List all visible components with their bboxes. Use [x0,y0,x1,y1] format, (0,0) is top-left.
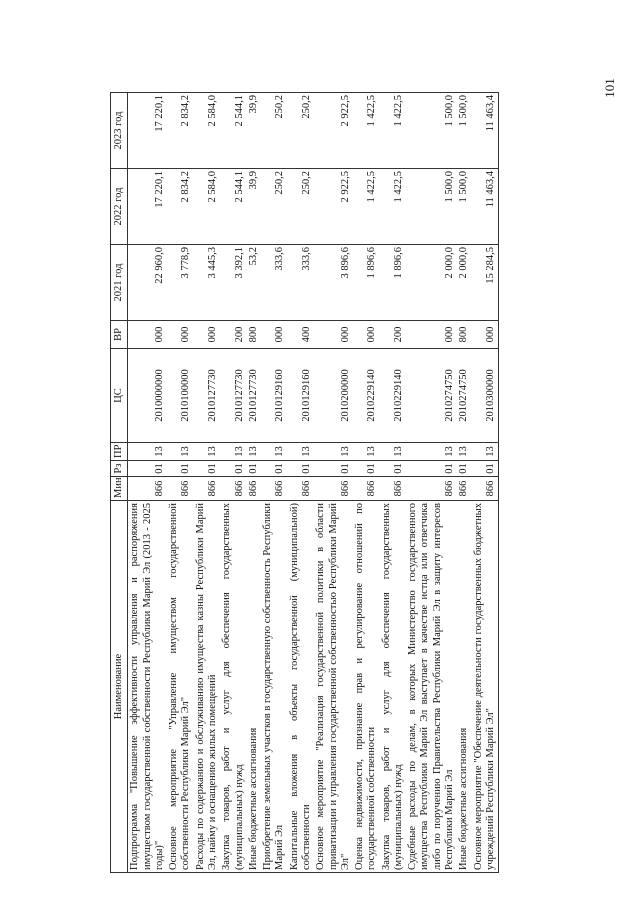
cell-rz: 01 [167,461,194,477]
table-row [380,93,407,873]
cell-pr: 13 [167,443,194,461]
cell-2022: 1 500,0 [406,169,457,245]
cell-2021: 3 896,6 [314,245,353,321]
cell-vr: 000 [406,321,457,349]
cell-name: Подпрограмма "Повышение эффективности управления и распоряжения имуществом государственной собственности Республики Марий Эл (2013 - 2025 годы)" [128,501,167,873]
cell-min: 866 [288,477,315,501]
cell-vr: 000 [194,321,221,349]
header-col-rz: Рз [111,461,128,477]
cell-min: 866 [220,477,247,501]
cell-name: Основное мероприятие "Обеспечение деятельности государственных бюджетных учреждений Республики Марий Эл" [472,501,499,873]
table-row [472,93,499,873]
cell-2022: 1 500,0 [457,169,471,245]
cell-2022: 1 422,5 [380,169,407,245]
cell-cs: 2010127730 [194,349,221,443]
cell-name: Расходы по содержанию и обслуживанию имущества казны Республики Марий Эл, найму и оснащению жилых помещений [194,501,221,873]
cell-min: 866 [472,477,499,501]
cell-rz: 01 [128,461,167,477]
table-header [111,93,128,873]
cell-2023: 2 922,5 [314,93,353,169]
cell-2022: 2 834,2 [167,169,194,245]
budget-table [110,92,499,873]
cell-rz: 01 [220,461,247,477]
cell-pr: 13 [194,443,221,461]
cell-2021: 53,2 [247,245,261,321]
cell-2023: 1 500,0 [406,93,457,169]
cell-cs: 2010229140 [353,349,380,443]
cell-2021: 22 960,0 [128,245,167,321]
cell-name: Иные бюджетные ассигнования [457,501,471,873]
cell-min: 866 [380,477,407,501]
table-row [457,93,471,873]
header-col-name: Наименование [111,501,128,873]
cell-cs: 2010129160 [261,349,288,443]
cell-2022: 39,9 [247,169,261,245]
cell-min: 866 [128,477,167,501]
table-row [194,93,221,873]
cell-vr: 200 [220,321,247,349]
table-row [220,93,247,873]
cell-vr: 000 [167,321,194,349]
cell-vr: 000 [472,321,499,349]
cell-2022: 11 463,4 [472,169,499,245]
cell-name: Капитальные вложения в объекты государственной (муниципальной) собственности [288,501,315,873]
cell-vr: 800 [457,321,471,349]
rotated-page-content [110,93,530,873]
table-row [247,93,261,873]
cell-2022: 2 584,0 [194,169,221,245]
cell-min: 866 [353,477,380,501]
cell-rz: 01 [380,461,407,477]
cell-2021: 333,6 [288,245,315,321]
cell-2021: 3 392,1 [220,245,247,321]
cell-pr: 13 [220,443,247,461]
cell-2022: 2 544,1 [220,169,247,245]
cell-vr: 000 [314,321,353,349]
cell-rz: 01 [353,461,380,477]
cell-cs: 2010229140 [380,349,407,443]
cell-cs: 2010300000 [472,349,499,443]
cell-2021: 15 284,5 [472,245,499,321]
cell-vr: 000 [353,321,380,349]
cell-name: Оценка недвижимости, признание прав и регулирование отношений по государственной собственности [353,501,380,873]
table-row [261,93,288,873]
cell-2023: 2 834,2 [167,93,194,169]
cell-cs: 2010274750 [457,349,471,443]
cell-2022: 2 922,5 [314,169,353,245]
cell-min: 866 [314,477,353,501]
table-row [288,93,315,873]
cell-2023: 1 500,0 [457,93,471,169]
cell-cs: 2010100000 [167,349,194,443]
cell-cs: 2010127730 [220,349,247,443]
cell-2023: 39,9 [247,93,261,169]
table-row [167,93,194,873]
table-body [128,93,499,873]
header-col-2023: 2023 год [111,93,128,169]
cell-cs: 2010200000 [314,349,353,443]
cell-min: 866 [194,477,221,501]
cell-rz: 01 [406,461,457,477]
cell-cs: 2010000000 [128,349,167,443]
cell-name: Закупка товаров, работ и услуг для обеспечения государственных (муниципальных) нужд [220,501,247,873]
cell-pr: 13 [353,443,380,461]
cell-pr: 13 [128,443,167,461]
cell-2023: 17 220,1 [128,93,167,169]
cell-pr: 13 [288,443,315,461]
cell-2023: 2 544,1 [220,93,247,169]
cell-pr: 13 [472,443,499,461]
cell-rz: 01 [194,461,221,477]
cell-2021: 2 000,0 [457,245,471,321]
cell-pr: 13 [457,443,471,461]
cell-2022: 1 422,5 [353,169,380,245]
cell-2022: 250,2 [288,169,315,245]
table-row [406,93,457,873]
cell-name: Иные бюджетные ассигнования [247,501,261,873]
cell-vr: 800 [247,321,261,349]
cell-pr: 13 [380,443,407,461]
cell-pr: 13 [314,443,353,461]
header-col-vr: ВР [111,321,128,349]
cell-pr: 13 [261,443,288,461]
cell-2021: 2 000,0 [406,245,457,321]
cell-min: 866 [406,477,457,501]
header-col-min: Мин [111,477,128,501]
cell-2023: 1 422,5 [380,93,407,169]
cell-min: 866 [167,477,194,501]
page-number: 101 [601,78,617,98]
cell-vr: 200 [380,321,407,349]
cell-vr: 000 [261,321,288,349]
cell-2021: 1 896,6 [380,245,407,321]
cell-min: 866 [261,477,288,501]
cell-rz: 01 [247,461,261,477]
cell-2021: 3 778,9 [167,245,194,321]
cell-name: Основное мероприятие "Реализация государственной политики в области приватизации и управления государственной собственностью Республики Марий Эл" [314,501,353,873]
cell-2022: 17 220,1 [128,169,167,245]
table-row [353,93,380,873]
cell-2022: 250,2 [261,169,288,245]
cell-rz: 01 [314,461,353,477]
cell-vr: 400 [288,321,315,349]
cell-cs: 2010274750 [406,349,457,443]
cell-rz: 01 [472,461,499,477]
cell-2023: 1 422,5 [353,93,380,169]
header-col-2021: 2021 год [111,245,128,321]
table-row [128,93,167,873]
cell-vr: 000 [128,321,167,349]
table-row [314,93,353,873]
cell-2023: 250,2 [261,93,288,169]
cell-name: Судебные расходы по делам, в которых Министерство государственного имущества Республики Марий Эл выступает в качестве истца или ответчика либо по поручению Правительства Республики Марий Эл в защиту интересов Республики Марий Эл [406,501,457,873]
cell-min: 866 [457,477,471,501]
cell-2021: 3 445,3 [194,245,221,321]
cell-cs: 2010127730 [247,349,261,443]
header-col-2022: 2022 год [111,169,128,245]
cell-name: Приобретение земельных участков в государственную собственность Республики Марий Эл [261,501,288,873]
cell-min: 866 [247,477,261,501]
header-col-cs: ЦС [111,349,128,443]
cell-2023: 2 584,0 [194,93,221,169]
cell-2021: 333,6 [261,245,288,321]
cell-name: Основное мероприятие "Управление имуществом государственной собственности Республики Марий Эл" [167,501,194,873]
cell-pr: 13 [247,443,261,461]
cell-rz: 01 [457,461,471,477]
cell-2023: 11 463,4 [472,93,499,169]
cell-2021: 1 896,6 [353,245,380,321]
header-col-pr: ПР [111,443,128,461]
cell-pr: 13 [406,443,457,461]
cell-rz: 01 [288,461,315,477]
cell-rz: 01 [261,461,288,477]
cell-cs: 2010129160 [288,349,315,443]
cell-2023: 250,2 [288,93,315,169]
cell-name: Закупка товаров, работ и услуг для обеспечения государственных (муниципальных) нужд [380,501,407,873]
